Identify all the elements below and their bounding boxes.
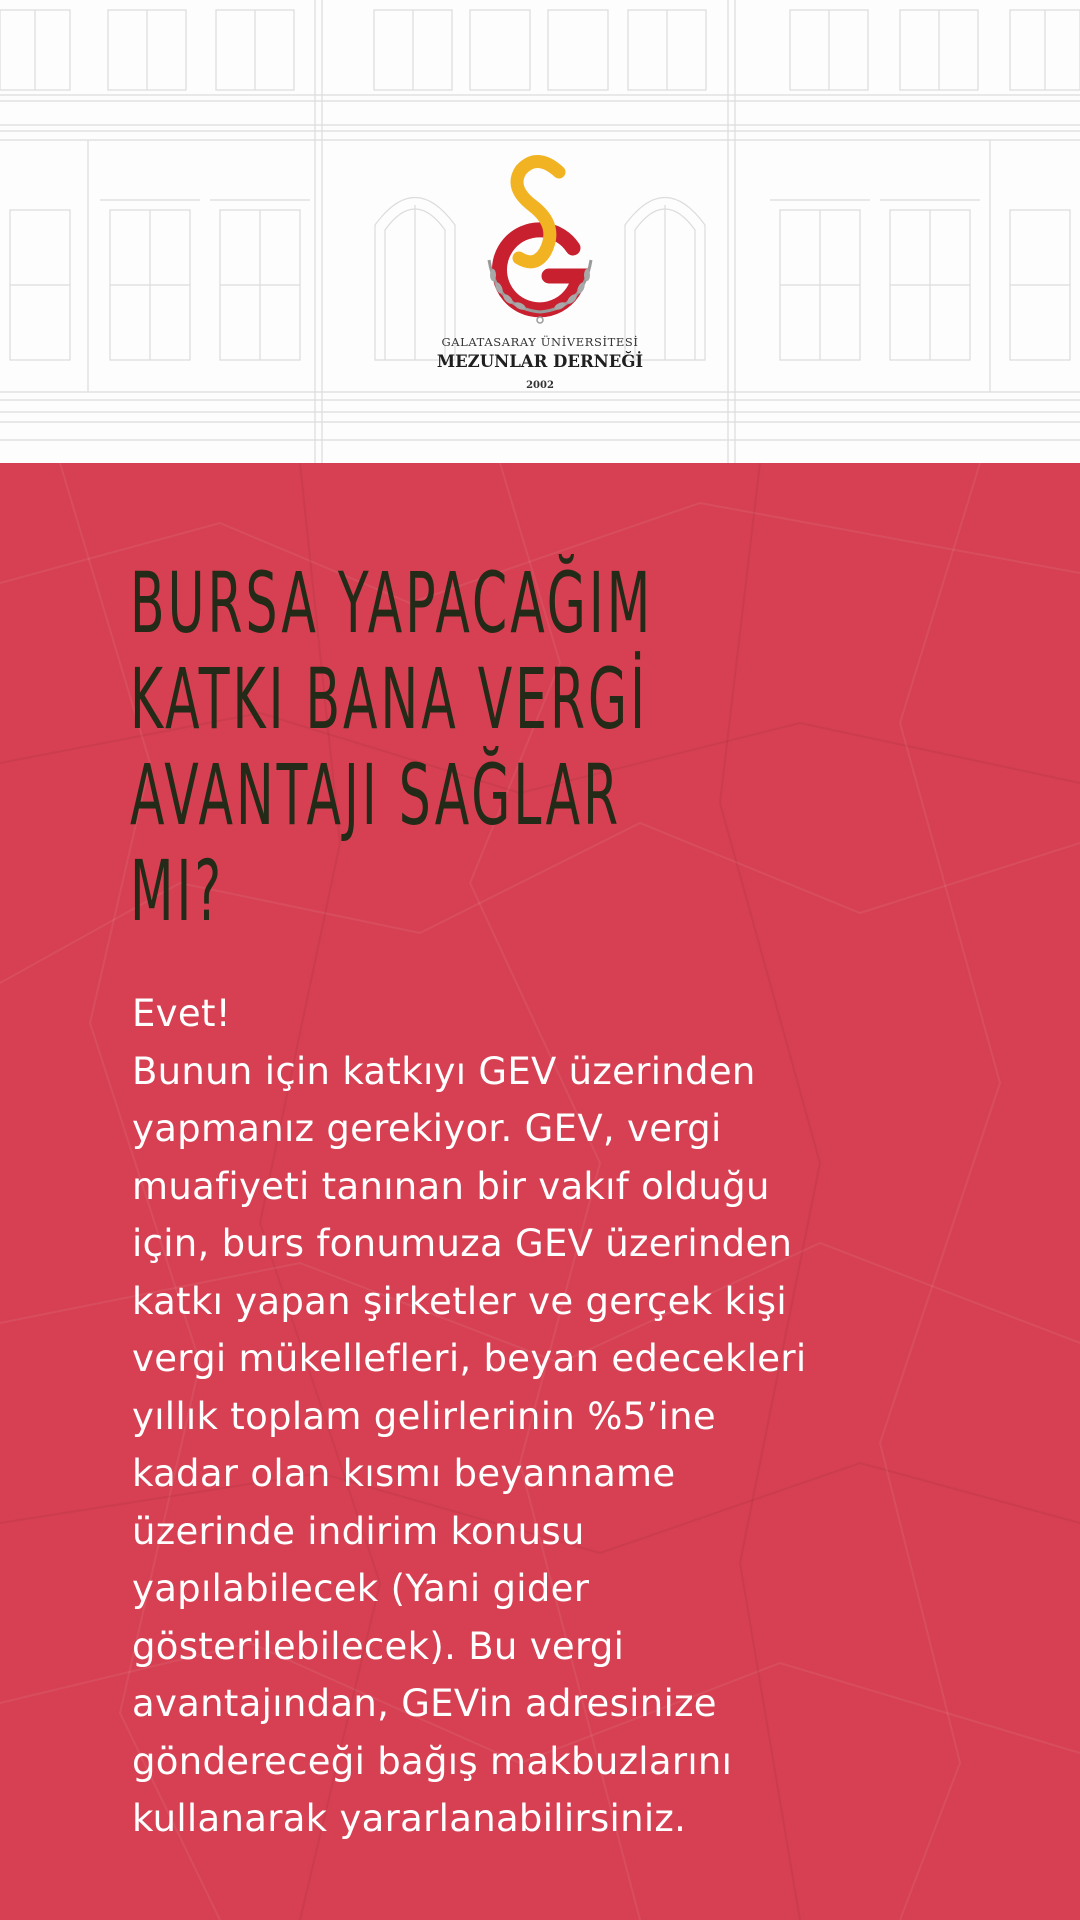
answer-line: vergi mükellefleri, beyan edecekleri bbox=[132, 1337, 807, 1380]
logo-founding-year: 2002 bbox=[526, 380, 554, 391]
heading-line: BURSA YAPACAĞIM bbox=[130, 554, 654, 652]
answer-line: avantajından, GEVin adresinize bbox=[132, 1682, 717, 1725]
heading-line: MI? bbox=[130, 842, 225, 940]
header bbox=[0, 0, 1080, 465]
answer-text bbox=[132, 985, 952, 1848]
answer-line: katkı yapan şirketler ve gerçek kişi bbox=[132, 1279, 787, 1323]
answer-line: göndereceği bağış makbuzlarını bbox=[132, 1739, 733, 1783]
galatasaray-emblem-icon bbox=[475, 150, 605, 330]
answer-line: Evet! bbox=[132, 992, 231, 1035]
logo-university-name: GALATASARAY ÜNİVERSİTESİ bbox=[441, 335, 639, 349]
answer-line: üzerinde indirim konusu bbox=[132, 1509, 585, 1553]
association-logo bbox=[420, 150, 660, 400]
answer-line: yapmanız gerekiyor. GEV, vergi bbox=[132, 1107, 722, 1150]
logo-association-name: MEZUNLAR DERNEĞİ bbox=[436, 352, 644, 371]
answer-line: muafiyeti tanınan bir vakıf olduğu bbox=[132, 1164, 770, 1208]
answer-line: için, burs fonumuza GEV üzerinden bbox=[132, 1222, 793, 1265]
answer-line: yapılabilecek (Yani gider bbox=[132, 1567, 590, 1610]
content-panel bbox=[0, 463, 1080, 1920]
question-heading bbox=[130, 554, 654, 940]
heading-line: AVANTAJI SAĞLAR bbox=[130, 746, 622, 844]
answer-line: kullanarak yararlanabilirsiniz. bbox=[132, 1797, 687, 1840]
answer-line: yıllık toplam gelirlerinin %5’ine bbox=[132, 1394, 716, 1438]
heading-line: KATKI BANA VERGİ bbox=[130, 650, 648, 748]
answer-line: Bunun için katkıyı GEV üzerinden bbox=[132, 1049, 756, 1093]
answer-line: kadar olan kısmı beyanname bbox=[132, 1452, 676, 1495]
answer-line: gösterilebilecek). Bu vergi bbox=[132, 1624, 625, 1668]
